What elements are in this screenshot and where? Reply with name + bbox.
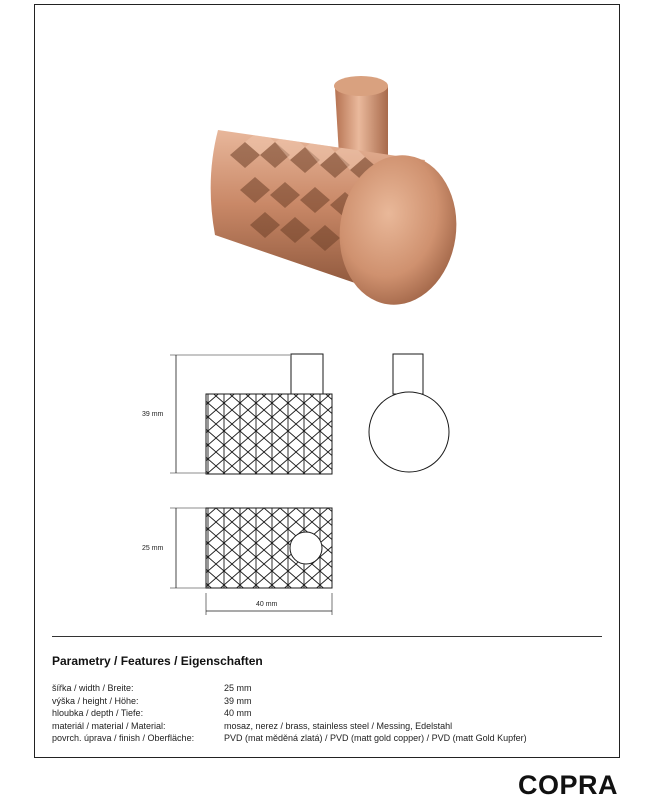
- width-dimension-label: 40 mm: [256, 601, 278, 608]
- technical-drawing: [120, 340, 480, 620]
- spec-label: šířka / width / Breite:: [52, 683, 134, 693]
- spec-row: [52, 695, 592, 708]
- product-photo: [160, 60, 480, 325]
- end-view-pin: [393, 354, 423, 394]
- end-view-circle: [369, 392, 449, 472]
- spec-row: [52, 682, 592, 695]
- spec-value: 40 mm: [224, 708, 252, 719]
- spec-label: výška / height / Höhe:: [52, 695, 139, 706]
- spec-value: 25 mm: [224, 683, 252, 693]
- spec-value: mosaz, nerez / brass, stainless steel / Messing, Edelstahl: [224, 720, 453, 731]
- spec-row: [52, 707, 592, 720]
- spec-row: [52, 732, 592, 745]
- top-view-pin-hole: [290, 532, 322, 564]
- section-divider: [52, 636, 602, 637]
- brand-name: COPRA: [517, 770, 618, 800]
- depth-dimension-label: 25 mm: [142, 545, 164, 552]
- side-view-body: [206, 394, 332, 474]
- specs-table: [52, 682, 592, 745]
- specs-title: Parametry / Features / Eigenschaften: [52, 654, 263, 668]
- spec-label: povrch. úprava / finish / Oberfläche:: [52, 733, 195, 744]
- side-view-pin: [291, 354, 323, 394]
- spec-row: [52, 720, 592, 733]
- spec-label: hloubka / depth / Tiefe:: [52, 708, 144, 719]
- spec-value: 39 mm: [224, 695, 252, 706]
- spec-value: PVD (mat měděná zlatá) / PVD (matt gold copper) / PVD (matt Gold Kupfer): [224, 733, 527, 744]
- spec-label: materiál / material / Material:: [52, 720, 166, 731]
- height-dimension-label: 39 mm: [142, 411, 164, 418]
